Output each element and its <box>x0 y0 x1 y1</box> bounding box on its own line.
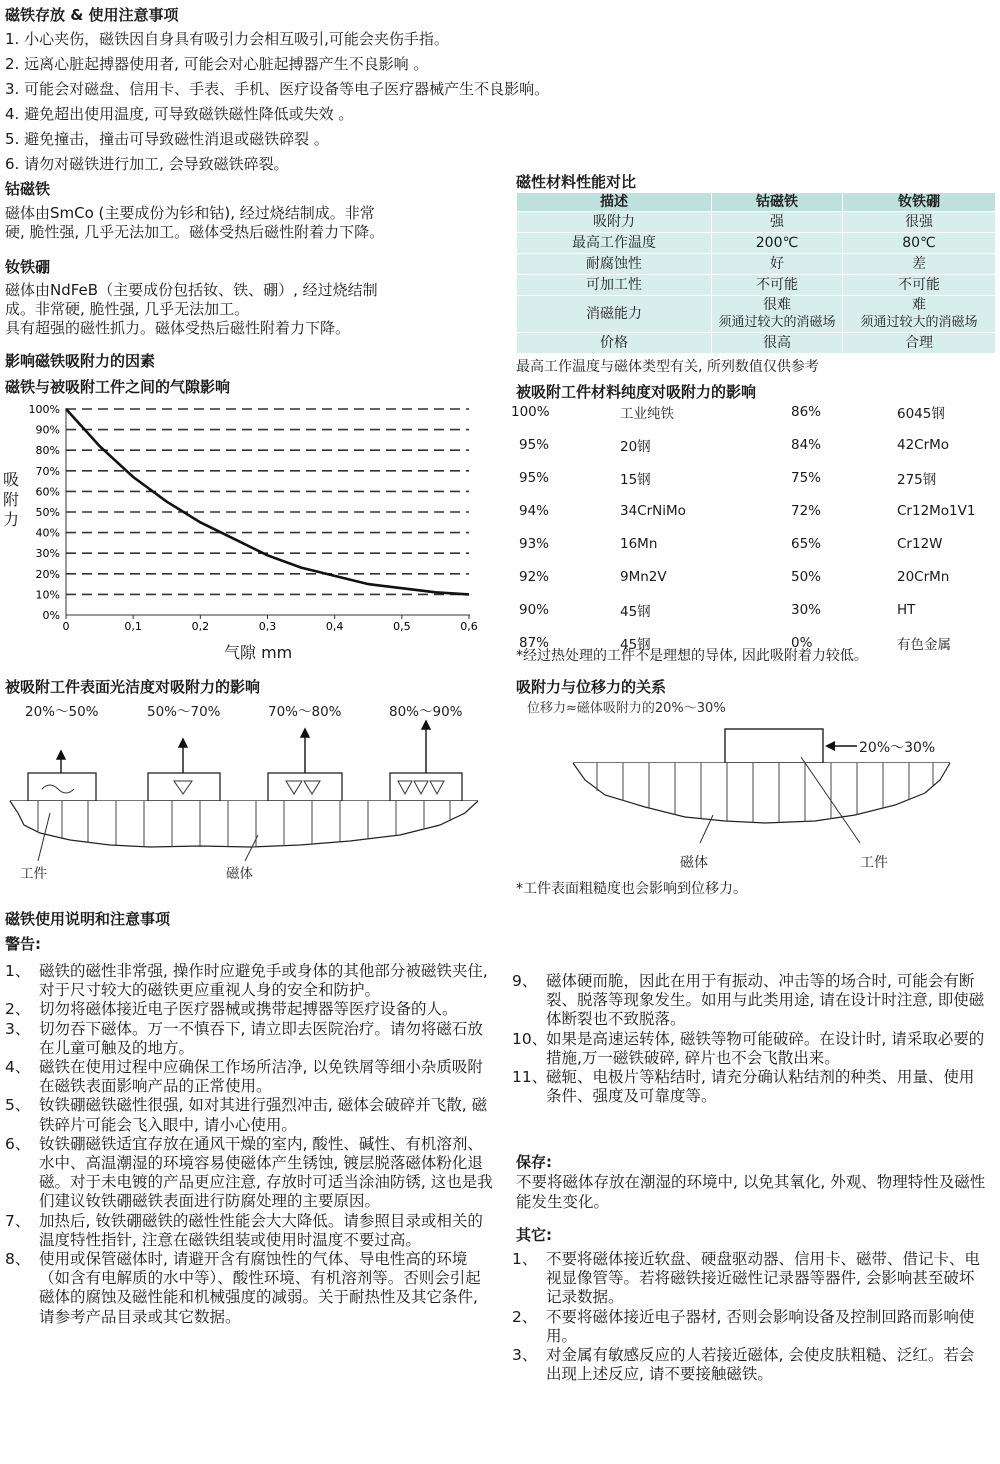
warning-label: 警告: <box>5 935 41 953</box>
table-cell: 不可能 <box>843 275 996 296</box>
table-cell: 吸附力 <box>517 212 712 233</box>
other-title: 其它: <box>516 1226 552 1244</box>
shift-diagram <box>515 695 985 875</box>
list-item <box>512 1030 986 1068</box>
other-list <box>512 1250 986 1384</box>
compare-table <box>516 192 996 354</box>
keep-text: 不要将磁体存放在潮湿的环境中, 以免其氧化, 外观、物理特性及磁性能发生变化。 <box>516 1173 986 1211</box>
y-tick-label: 10% <box>35 588 60 602</box>
table-cell: Cr12W <box>897 535 943 552</box>
table-row <box>511 527 998 560</box>
table-row <box>517 254 996 275</box>
item-text: 磁铁的磁性非常强, 操作时应避免手或身体的其他部分被磁铁夹住, 对于尺寸较大的磁铁更应重视人身的安全和防护。 <box>39 962 488 1000</box>
purity-table <box>511 395 998 659</box>
gap-chart-title: 磁铁与被吸附工件之间的气隙影响 <box>5 378 231 396</box>
item-text: 如果是高速运转体, 磁铁等物可能破碎。在设计时, 请采取必要的措施,万一磁铁破碎, 碎片也不会飞散出来。 <box>546 1029 985 1067</box>
gap-curve <box>66 409 469 594</box>
y-tick-label: 90% <box>35 423 60 437</box>
table-cell: 93% <box>519 535 550 552</box>
table-cell: 86% <box>791 403 822 420</box>
shift-workpiece-label: 工件 <box>860 855 888 871</box>
shift-magnet-label: 磁体 <box>680 855 708 871</box>
table-cell: 可加工性 <box>517 275 712 296</box>
table-cell: 16Mn <box>620 535 658 552</box>
storage-list <box>5 30 549 180</box>
storage-title: 磁铁存放 & 使用注意事项 <box>5 6 179 24</box>
compare-header-cell: 钕铁硼 <box>843 193 996 212</box>
table-cell: 94% <box>519 502 550 519</box>
table-cell: 合理 <box>843 333 996 354</box>
item-number: 11、 <box>512 1068 548 1087</box>
table-cell: 34CrNiMo <box>620 502 686 519</box>
table-cell: 72% <box>791 502 822 519</box>
table-cell: 6045钢 <box>897 405 945 422</box>
compare-note: 最高工作温度与磁体类型有关, 所列数值仅供参考 <box>516 359 819 375</box>
table-cell: 95% <box>519 436 550 453</box>
surface-label: 20%～50% <box>25 704 99 720</box>
shift-arrow-label: 20%～30% <box>859 740 936 756</box>
storage-item: 4. 避免超出使用温度, 可导致磁铁磁性降低或失效 。 <box>5 105 354 123</box>
y-tick-label: 100% <box>28 403 60 416</box>
y-tick-label: 30% <box>35 547 60 561</box>
item-text: 切勿吞下磁体。万一不慎吞下, 请立即去医院治疗。请勿将磁石放在儿童可触及的地方。 <box>39 1019 483 1057</box>
item-text: 不要将磁体接近电子器材, 否则会影响设备及控制回路而影响使用。 <box>546 1307 975 1345</box>
table-cell: 200℃ <box>712 233 843 254</box>
demag-ndfeb-line: 须通过较大的消磁场 <box>860 315 978 330</box>
ndfeb-line: 具有超强的磁性抓力。磁体受热后磁性附着力下降。 <box>5 319 351 337</box>
table-row <box>517 212 996 233</box>
surface-diagram <box>0 695 490 890</box>
table-row <box>517 296 996 333</box>
table-cell: 0% <box>791 634 813 651</box>
table-cell: 45钢 <box>620 603 651 620</box>
item-text: 磁轭、电极片等粘结时, 请充分确认粘结剂的种类、用量、使用条件、强度及可靠度等。 <box>546 1068 975 1106</box>
table-row <box>511 593 998 626</box>
warning-list-left <box>5 962 493 1327</box>
item-number: 5、 <box>5 1096 31 1115</box>
x-tick-label: 0 <box>62 620 70 633</box>
table-cell: 有色金属 <box>897 636 951 653</box>
usage-title: 磁铁使用说明和注意事项 <box>5 910 171 928</box>
item-number: 2、 <box>5 1000 31 1019</box>
table-cell: 好 <box>712 254 843 275</box>
item-number: 1、 <box>512 1250 538 1268</box>
list-item <box>512 1068 986 1106</box>
item-text: 钕铁硼磁铁磁性很强, 如对其进行强烈冲击, 磁体会破碎并飞散, 磁铁碎片可能会飞入眼中, 请小心使用。 <box>39 1096 488 1134</box>
x-tick-label: 0,1 <box>124 620 142 633</box>
table-cell: 50% <box>791 568 822 585</box>
table-cell: 20钢 <box>620 438 651 455</box>
compare-header-row <box>517 193 996 212</box>
item-number: 6、 <box>5 1134 31 1153</box>
table-cell: 20CrMn <box>897 568 950 585</box>
item-text: 钕铁硼磁铁适宜存放在通风干燥的室内, 酸性、碱性、有机溶剂、水中、高温潮湿的环境容易使磁体产生锈蚀, 镀层脱落磁体粉化退磁。对于未电镀的产品更应注意, 存放时可适当涂油防锈, 这也是我们建议钕铁硼磁铁表面进行防腐处理的主要原因。 <box>39 1134 493 1211</box>
table-cell: 90% <box>519 601 550 618</box>
storage-item: 6. 请勿对磁铁进行加工, 会导致磁铁碎裂。 <box>5 155 289 173</box>
table-cell: 很强 <box>843 212 996 233</box>
item-number: 7、 <box>5 1211 31 1230</box>
table-cell: 95% <box>519 469 550 486</box>
item-text: 磁体硬而脆，因此在用于有振动、冲击等的场合时, 可能会有断裂、脱落等现象发生。如用与此类用途, 请在设计时注意, 即使磁体断裂也不致脱落。 <box>546 972 985 1029</box>
table-row <box>517 333 996 354</box>
table-row <box>511 395 998 428</box>
table-cell: 最高工作温度 <box>517 233 712 254</box>
y-tick-label: 50% <box>35 506 60 519</box>
ndfeb-line: 磁体由NdFeB（主要成份包括钕、铁、硼）, 经过烧结制 <box>5 281 378 299</box>
smco-title: 钴磁铁 <box>5 180 51 198</box>
item-text: 不要将磁体接近软盘、硬盘驱动器、信用卡、磁带、借记卡、电视显像管等。若将磁铁接近磁性记录器等器件, 会影响甚至破坏记录数据。 <box>546 1250 981 1307</box>
y-tick-label: 80% <box>35 444 60 458</box>
storage-item: 3. 可能会对磁盘、信用卡、手表、手机、医疗设备等电子医疗器械产生不良影响。 <box>5 80 550 98</box>
x-tick-label: 0,5 <box>393 620 411 633</box>
storage-item: 2. 远离心脏起搏器使用者, 可能会对心脏起搏器产生不良影响 。 <box>5 55 429 73</box>
list-item <box>5 1250 493 1327</box>
table-cell: 9Mn2V <box>620 568 667 585</box>
table-cell: 强 <box>712 212 843 233</box>
gap-chart-xlabel: 气隙 mm <box>224 643 293 662</box>
item-number: 1、 <box>5 962 31 980</box>
y-tick-label: 20% <box>35 567 60 581</box>
compare-header-cell: 钴磁铁 <box>712 193 843 212</box>
shift-note: *工件表面粗糙度也会影响到位移力。 <box>516 881 747 897</box>
table-row <box>511 461 998 494</box>
x-tick-label: 0,6 <box>460 620 478 633</box>
table-cell: 工业纯铁 <box>620 405 674 422</box>
y-tick-label: 70% <box>35 464 60 478</box>
table-row <box>511 560 998 593</box>
item-number: 3、 <box>512 1346 538 1365</box>
x-tick-label: 0,2 <box>191 620 210 633</box>
table-cell: 75% <box>791 469 822 486</box>
item-number: 3、 <box>5 1019 31 1038</box>
x-tick-label: 0,4 <box>325 620 344 633</box>
x-tick-label: 0,3 <box>258 620 277 633</box>
surface-workpiece-label: 工件 <box>20 866 47 882</box>
table-cell: 差 <box>843 254 996 275</box>
ndfeb-line: 成。非常硬, 脆性强, 几乎无法加工。 <box>5 300 250 318</box>
table-cell: 100% <box>511 403 550 420</box>
list-item <box>5 962 493 1000</box>
surface-label: 80%～90% <box>389 704 463 720</box>
item-number: 4、 <box>5 1058 31 1077</box>
storage-item: 5. 避免撞击，撞击可导致磁性消退或磁铁碎裂 。 <box>5 130 329 148</box>
smco-text <box>5 204 384 242</box>
purity-title: 被吸附工件材料纯度对吸附力的影响 <box>516 383 757 401</box>
demag-smco-line: 须通过较大的消磁场 <box>718 315 836 330</box>
item-number: 10、 <box>512 1029 548 1048</box>
surface-label: 70%～80% <box>268 704 342 720</box>
list-item <box>5 1000 493 1019</box>
list-item <box>5 1135 493 1212</box>
table-cell <box>843 296 996 333</box>
table-row <box>517 233 996 254</box>
keep-title: 保存: <box>516 1153 552 1171</box>
shift-formula: 位移力≈磁体吸附力的20%～30% <box>527 701 726 716</box>
list-item <box>512 972 986 1030</box>
purity-note: *经过热处理的工件不是理想的导体, 因此吸附着力较低。 <box>516 648 868 664</box>
surface-title: 被吸附工件表面光洁度对吸附力的影响 <box>5 678 261 696</box>
y-tick-label: 60% <box>35 485 60 499</box>
table-cell <box>712 296 843 333</box>
factors-title: 影响磁铁吸附力的因素 <box>5 352 156 370</box>
item-number: 8、 <box>5 1250 31 1269</box>
gap-chart-ylabel: 吸附力 <box>3 470 20 529</box>
surface-label: 50%～70% <box>147 704 221 720</box>
surface-magnet-label: 磁体 <box>226 866 253 882</box>
demag-smco-line: 很难 <box>763 297 791 313</box>
y-tick-label: 40% <box>35 526 60 540</box>
list-item <box>512 1308 986 1346</box>
item-text: 切勿将磁体接近电子医疗器械或携带起搏器等医疗设备的人。 <box>39 1000 458 1019</box>
list-item <box>5 1020 493 1058</box>
compare-header-cell: 描述 <box>517 193 712 212</box>
table-cell: 耐腐蚀性 <box>517 254 712 275</box>
table-row <box>511 494 998 527</box>
demag-ndfeb-line: 难 <box>912 297 926 313</box>
table-cell: 很高 <box>712 333 843 354</box>
table-cell: 84% <box>791 436 822 453</box>
item-text: 加热后, 钕铁硼磁铁的磁性性能会大大降低。请参照目录或相关的温度特性指针, 注意在磁铁组装或使用时温度不要过高。 <box>39 1211 483 1249</box>
list-item <box>5 1058 493 1096</box>
smco-line: 硬, 脆性强, 几乎无法加工。磁体受热后磁性附着力下降。 <box>5 223 385 241</box>
shift-title: 吸附力与位移力的关系 <box>516 678 667 696</box>
list-item <box>5 1212 493 1250</box>
table-cell: 92% <box>519 568 550 585</box>
table-cell: 不可能 <box>712 275 843 296</box>
item-text: 使用或保管磁体时, 请避开含有腐蚀性的气体、导电性高的环境（如含有电解质的水中等）、酸性环境、有机溶剂等。否则会引起磁体的腐蚀及磁性能和机械强度的减弱。关于耐热性及其它条件, 请参考产品目录或其它数据。 <box>39 1250 481 1326</box>
gap-chart <box>0 398 490 663</box>
warning-list-right <box>512 972 986 1106</box>
table-cell: 价格 <box>517 333 712 354</box>
table-cell: HT <box>897 601 916 618</box>
storage-item: 1. 小心夹伤，磁铁因自身具有吸引力会相互吸引,可能会夹伤手指。 <box>5 30 449 48</box>
list-item <box>5 1096 493 1134</box>
table-cell: 42CrMo <box>897 436 950 453</box>
y-tick-label: 0% <box>42 609 60 622</box>
table-cell: 45钢 <box>620 636 651 653</box>
table-cell: 15钢 <box>620 471 651 488</box>
smco-line: 磁体由SmCo (主要成份为钐和钴), 经过烧结制成。非常 <box>5 204 375 222</box>
table-cell: 30% <box>791 601 822 618</box>
table-row <box>517 275 996 296</box>
table-cell: 消磁能力 <box>517 296 712 333</box>
item-number: 2、 <box>512 1307 538 1326</box>
list-item <box>512 1250 986 1308</box>
list-item <box>512 1346 986 1384</box>
item-text: 磁铁在使用过程中应确保工作场所洁净, 以免铁屑等细小杂质吸附在磁铁表面影响产品的正常使用。 <box>39 1058 483 1096</box>
ndfeb-title: 钕铁硼 <box>5 258 51 276</box>
table-cell: Cr12Mo1V1 <box>897 502 976 519</box>
table-row <box>511 428 998 461</box>
compare-title: 磁性材料性能对比 <box>516 173 637 191</box>
table-cell: 65% <box>791 535 822 552</box>
table-cell: 80℃ <box>843 233 996 254</box>
table-cell: 275钢 <box>897 471 937 488</box>
item-text: 对金属有敏感反应的人若接近磁体, 会使皮肤粗糙、泛红。若会出现上述反应, 请不要接触磁铁。 <box>546 1346 975 1384</box>
table-cell: 87% <box>519 634 550 651</box>
ndfeb-text <box>5 281 378 338</box>
item-number: 9、 <box>512 972 538 990</box>
